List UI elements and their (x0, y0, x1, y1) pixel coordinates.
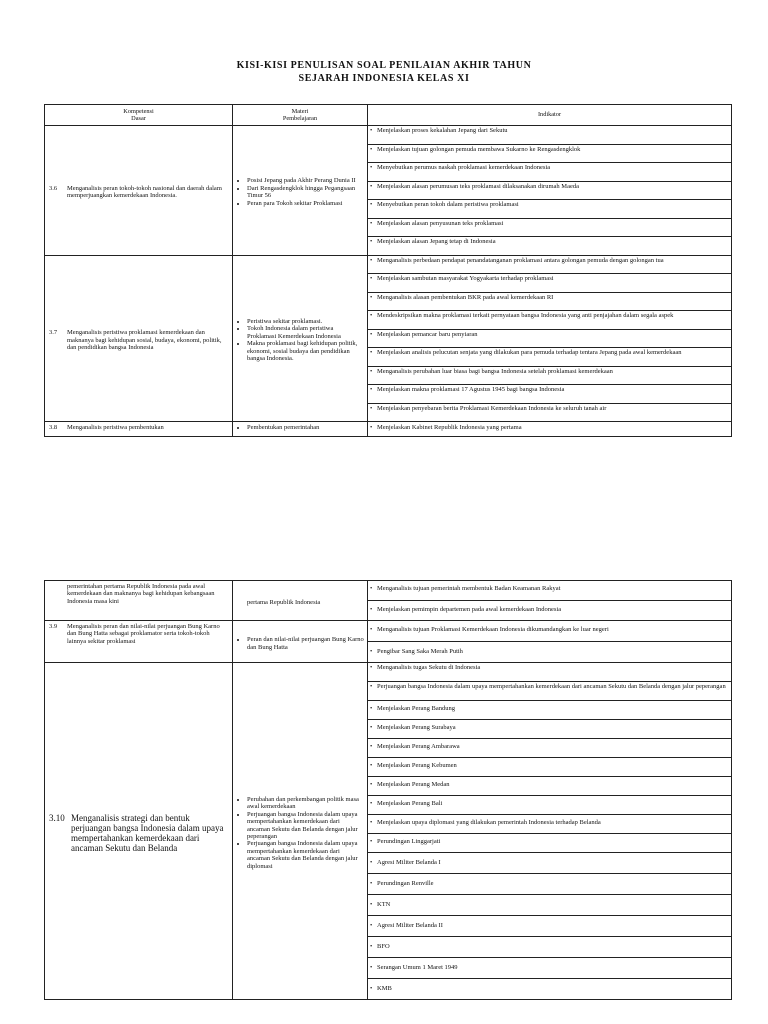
kd-cell-3-8-continued: pemerintahan pertama Republik Indonesia pada awal kemerdekaan dan maknanya bagi kehidupan kebangsaan Indonesia masa kini (45, 581, 233, 621)
list-item: • Perjuangan bangsa Indonesia dalam upaya mempertahankan kemerdekaan dari ancaman Sekutu dan Belanda dengan jalur diplomasi (247, 840, 364, 870)
kd-cell-3-8: 3.8 Menganalisis peristiwa pembentukan (45, 422, 233, 437)
list-item: • Posisi Jepang pada Akhir Perang Dunia II (247, 177, 364, 184)
list-item: • Dari Rengasdengklok hingga Pegangsaan Timur 56 (247, 185, 364, 200)
indikator-cell: • Menganalisis alasan pembentukan BKR pada awal kemerdekaan RI (368, 292, 732, 311)
indikator-cell: • Menganalisis perubahan luar biasa bagi bangsa Indonesia setelah proklamasi kemerdekaan (368, 366, 732, 385)
list-item: • Peran dan nilai-nilai perjuangan Bung Karno dan Bung Hatta (247, 636, 364, 651)
indikator-cell: • Menjelaskan Perang Ambarawa (368, 739, 732, 758)
table-header-row (45, 105, 732, 126)
indikator-cell: • Menganalisis tujuan pemerintah membentuk Badan Keamanan Rakyat (368, 581, 732, 601)
indikator-cell: • Menjelaskan alasan Jepang tetap di Indonesia (368, 237, 732, 256)
indikator-cell: • Menganalisis tugas Sekutu di Indonesia (368, 663, 732, 682)
indikator-cell: • Menjelaskan Perang Kebumen (368, 758, 732, 777)
indikator-cell: • KMB (368, 979, 732, 1000)
indikator-cell: • Perjuangan bangsa Indonesia dalam upaya mempertahankan kemerdekaan dari ancaman Sekutu dan Belanda dengan jalur peperangan (368, 682, 732, 701)
materi-cell-3-10 (233, 663, 368, 1000)
indikator-cell: • Menjelaskan Perang Bandung (368, 701, 732, 720)
materi-cell-3-8-continued: pertama Republik Indonesia (233, 581, 368, 621)
list-item: • Peristiwa sekitar proklamasi. (247, 318, 364, 325)
indikator-cell: • Perundingan Renville (368, 874, 732, 895)
indikator-cell: • Agresi Militer Belanda II (368, 916, 732, 937)
indikator-cell: • Menjelaskan sambutan masyarakat Yogyakarta terhadap proklamasi (368, 274, 732, 293)
indikator-cell: • Menganalisis perbedaan pendapat penandatanganan proklamasi antara golongan pemuda dengan golongan tua (368, 255, 732, 274)
indikator-cell: • Menjelaskan penyebaran berita Proklamasi Kemerdekaan Indonesia ke seluruh tanah air (368, 403, 732, 422)
indikator-cell: • Pengibar Sang Saka Merah Putih (368, 642, 732, 663)
table-row (45, 422, 732, 437)
indikator-cell: • Menjelaskan Kabinet Republik Indonesia yang pertama (368, 422, 732, 437)
header-materi-pembelajaran: Materi Pembelajaran (233, 105, 368, 126)
document-title: KISI-KISI PENULISAN SOAL PENILAIAN AKHIR TAHUN (236, 60, 532, 71)
indikator-cell: • Menjelaskan proses kekalahan Jepang dari Sekutu (368, 126, 732, 145)
kd-cell-3-7: 3.7 Menganalisis peristiwa proklamasi kemerdekaan dan maknanya bagi kehidupan sosial, budaya, ekonomi, politik, dan pendidikan bangsa Indonesia (45, 255, 233, 422)
indikator-cell: • Menjelaskan pemancar baru penyiaran (368, 329, 732, 348)
indikator-cell: • Menjelaskan alasan perumusan teks proklamasi dilaksanakan dirumah Maeda (368, 181, 732, 200)
materi-cell-3-8 (233, 422, 368, 437)
table-row (45, 663, 732, 682)
document-subtitle: SEJARAH INDONESIA KELAS XI (298, 73, 470, 84)
kd-cell-3-10: 3.10 Menganalisis strategi dan bentuk perjuangan bangsa Indonesia dalam upaya mempertahankan kemerdekaan dari ancaman Sekutu dan Belanda (45, 663, 233, 1000)
list-item: • Perjuangan bangsa Indonesia dalam upaya mempertahankan kemerdekaan dari ancaman Sekutu dan Belanda dengan jalur peperangan (247, 811, 364, 841)
table-row (45, 581, 732, 601)
kd-cell-3-9: 3.9 Menganalisis peran dan nilai-nilai perjuangan Bung Karno dan Bung Hatta sebagai proklamator serta tokoh-tokoh lainnya sekitar proklamasi (45, 621, 233, 663)
indikator-cell: • BFO (368, 937, 732, 958)
indikator-cell: • Menjelaskan Perang Medan (368, 777, 732, 796)
kd-cell-3-6: 3.6 Menganalisis peran tokoh-tokoh nasional dan daerah dalam memperjuangkan kemerdekaan Indonesia. (45, 126, 233, 256)
table-row (45, 621, 732, 642)
list-item: • Perubahan dan perkembangan politik masa awal kemerdekaan (247, 796, 364, 811)
list-item: • Tokoh Indonesia dalam peristiwa Proklamasi Kemerdekaan Indonesia (247, 325, 364, 340)
indikator-cell: • KTN (368, 895, 732, 916)
indikator-cell: • Perundingan Linggarjati (368, 834, 732, 853)
indikator-cell: • Menjelaskan makna proklamasi 17 Agustus 1945 bagi bangsa Indonesia (368, 385, 732, 404)
indikator-cell: • Menjelaskan pemimpin departemen pada awal kemerdekaan Indonesia (368, 601, 732, 621)
header-indikator: Indikator (368, 105, 732, 126)
indikator-cell: • Mendeskripsikan makna proklamasi terkait pernyataan bangsa Indonesia yang anti penjajahan dalam segala aspek (368, 311, 732, 330)
materi-cell-3-6 (233, 126, 368, 256)
indikator-cell: • Menjelaskan alasan penyusunan teks proklamasi (368, 218, 732, 237)
indikator-cell: • Menyebutkan perumus naskah proklamasi kemerdekaan Indonesia (368, 163, 732, 182)
list-item: • Makna proklamasi bagi kehidupan politik, ekonomi, sosial budaya dan pendidikan bangsa Indonesia. (247, 340, 364, 362)
indikator-cell: • Menjelaskan Perang Surabaya (368, 720, 732, 739)
indikator-cell: • Agresi Militer Belanda I (368, 853, 732, 874)
indikator-cell: • Menjelaskan Perang Bali (368, 796, 732, 815)
kisi-kisi-table-page2 (44, 580, 732, 1000)
indikator-cell: • Menyebutkan peran tokoh dalam peristiwa proklamasi (368, 200, 732, 219)
materi-cell-3-9 (233, 621, 368, 663)
indikator-cell: • Menjelaskan analisis pelucutan senjata yang dilakukan para pemuda terhadap tentara Jepang pada awal kemerdekaan (368, 348, 732, 367)
indikator-cell: • Serangan Umum 1 Maret 1949 (368, 958, 732, 979)
indikator-cell: • Menjelaskan tujuan golongan pemuda membawa Sukarno ke Rengasdengklok (368, 144, 732, 163)
table-row (45, 255, 732, 274)
kisi-kisi-table-page1 (44, 104, 732, 437)
header-kompetensi-dasar: Kompetensi Dasar (45, 105, 233, 126)
indikator-cell: • Menganalisis tujuan Proklamasi Kemerdekaan Indonesia dikumandangkan ke luar negeri (368, 621, 732, 642)
list-item: • Pembentukan pemerintahan (247, 424, 364, 431)
list-item: • Peran para Tokoh sekitar Proklamasi (247, 200, 364, 207)
indikator-cell: • Menjelaskan upaya diplomasi yang dilakukan pemerintah Indonesia terhadap Belanda (368, 815, 732, 834)
materi-cell-3-7 (233, 255, 368, 422)
table-row (45, 126, 732, 145)
